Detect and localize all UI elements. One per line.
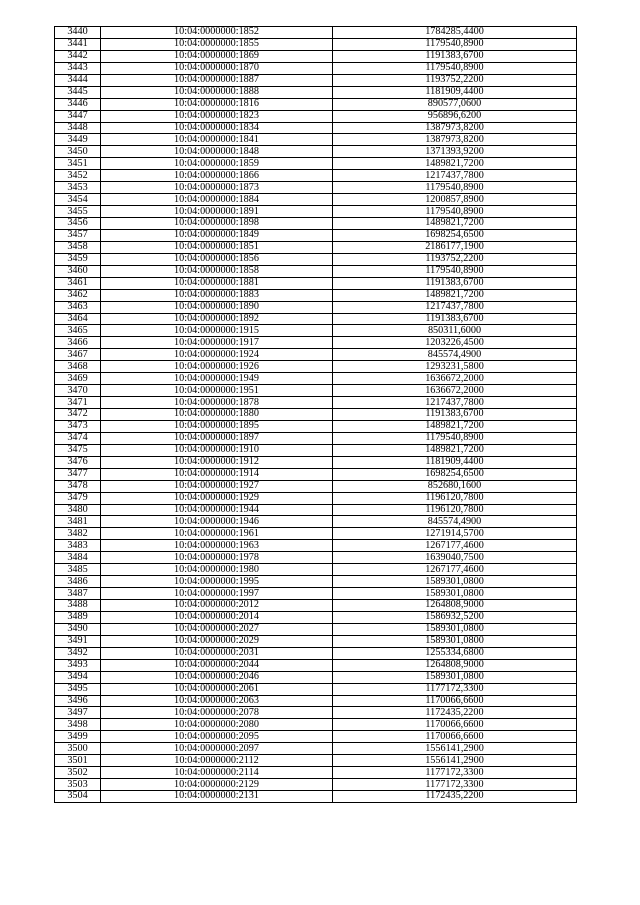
row-number-cell: 3463 [55, 301, 101, 313]
table-row [55, 86, 577, 98]
cadastral-number-cell: 10:04:0000000:1951 [101, 385, 333, 397]
value-cell: 1179540,8900 [333, 265, 577, 277]
row-number-cell: 3475 [55, 444, 101, 456]
cadastral-number-cell: 10:04:0000000:1859 [101, 158, 333, 170]
row-number-cell: 3492 [55, 647, 101, 659]
cadastral-number-cell: 10:04:0000000:1881 [101, 277, 333, 289]
value-cell: 1636672,2000 [333, 385, 577, 397]
cadastral-number-cell: 10:04:0000000:2044 [101, 659, 333, 671]
table-row [55, 182, 577, 194]
cadastral-number-cell: 10:04:0000000:1924 [101, 349, 333, 361]
value-cell: 1636672,2000 [333, 373, 577, 385]
value-cell: 1179540,8900 [333, 62, 577, 74]
row-number-cell: 3470 [55, 385, 101, 397]
cadastral-number-cell: 10:04:0000000:1851 [101, 241, 333, 253]
row-number-cell: 3500 [55, 743, 101, 755]
value-cell: 1191383,6700 [333, 313, 577, 325]
value-cell: 1177172,3300 [333, 767, 577, 779]
cadastral-number-cell: 10:04:0000000:1898 [101, 218, 333, 230]
value-cell: 1170066,6600 [333, 719, 577, 731]
table-row [55, 576, 577, 588]
cadastral-number-cell: 10:04:0000000:1912 [101, 456, 333, 468]
cadastral-number-cell: 10:04:0000000:2114 [101, 767, 333, 779]
cadastral-number-cell: 10:04:0000000:1897 [101, 432, 333, 444]
cadastral-number-cell: 10:04:0000000:1855 [101, 38, 333, 50]
row-number-cell: 3479 [55, 492, 101, 504]
cadastral-number-cell: 10:04:0000000:1890 [101, 301, 333, 313]
value-cell: 1191383,6700 [333, 409, 577, 421]
value-cell: 1264808,9000 [333, 600, 577, 612]
value-cell: 1264808,9000 [333, 659, 577, 671]
table-row [55, 468, 577, 480]
cadastral-number-cell: 10:04:0000000:2014 [101, 611, 333, 623]
table-row [55, 277, 577, 289]
value-cell: 956896,6200 [333, 110, 577, 122]
value-cell: 1255334,6800 [333, 647, 577, 659]
row-number-cell: 3476 [55, 456, 101, 468]
row-number-cell: 3484 [55, 552, 101, 564]
row-number-cell: 3478 [55, 480, 101, 492]
table-row [55, 361, 577, 373]
row-number-cell: 3460 [55, 265, 101, 277]
table-row [55, 611, 577, 623]
value-cell: 1193752,2200 [333, 74, 577, 86]
value-cell: 1203226,4500 [333, 337, 577, 349]
table-row [55, 540, 577, 552]
table-row [55, 528, 577, 540]
value-cell: 1586932,5200 [333, 611, 577, 623]
table-row [55, 289, 577, 301]
row-number-cell: 3454 [55, 194, 101, 206]
cadastral-number-cell: 10:04:0000000:2097 [101, 743, 333, 755]
row-number-cell: 3456 [55, 218, 101, 230]
value-cell: 1589301,0800 [333, 635, 577, 647]
cadastral-number-cell: 10:04:0000000:1927 [101, 480, 333, 492]
cadastral-number-cell: 10:04:0000000:1873 [101, 182, 333, 194]
table-row [55, 158, 577, 170]
table-row [55, 504, 577, 516]
table-row [55, 671, 577, 683]
table-row [55, 241, 577, 253]
table-row [55, 265, 577, 277]
cadastral-number-cell: 10:04:0000000:1888 [101, 86, 333, 98]
row-number-cell: 3445 [55, 86, 101, 98]
table-row [55, 313, 577, 325]
value-cell: 1293231,5800 [333, 361, 577, 373]
cadastral-number-cell: 10:04:0000000:1978 [101, 552, 333, 564]
row-number-cell: 3450 [55, 146, 101, 158]
value-cell: 850311,6000 [333, 325, 577, 337]
row-number-cell: 3491 [55, 635, 101, 647]
value-cell: 1556141,2900 [333, 755, 577, 767]
value-cell: 1179540,8900 [333, 182, 577, 194]
value-cell: 1387973,8200 [333, 122, 577, 134]
table-row [55, 27, 577, 39]
row-number-cell: 3459 [55, 253, 101, 265]
row-number-cell: 3485 [55, 564, 101, 576]
cadastral-number-cell: 10:04:0000000:1849 [101, 229, 333, 241]
table-row [55, 719, 577, 731]
table-row [55, 683, 577, 695]
row-number-cell: 3458 [55, 241, 101, 253]
row-number-cell: 3457 [55, 229, 101, 241]
table-row [55, 659, 577, 671]
value-cell: 1181909,4400 [333, 86, 577, 98]
table-row [55, 743, 577, 755]
row-number-cell: 3494 [55, 671, 101, 683]
cadastral-number-cell: 10:04:0000000:1910 [101, 444, 333, 456]
row-number-cell: 3483 [55, 540, 101, 552]
cadastral-number-cell: 10:04:0000000:1892 [101, 313, 333, 325]
cadastral-number-cell: 10:04:0000000:2046 [101, 671, 333, 683]
value-cell: 1179540,8900 [333, 206, 577, 218]
table-row [55, 349, 577, 361]
row-number-cell: 3447 [55, 110, 101, 122]
cadastral-number-cell: 10:04:0000000:2129 [101, 779, 333, 791]
cadastral-number-cell: 10:04:0000000:1929 [101, 492, 333, 504]
value-cell: 1267177,4600 [333, 564, 577, 576]
table-row [55, 385, 577, 397]
cadastral-number-cell: 10:04:0000000:1963 [101, 540, 333, 552]
table-row [55, 218, 577, 230]
row-number-cell: 3493 [55, 659, 101, 671]
table-row [55, 707, 577, 719]
table-row [55, 170, 577, 182]
table-row [55, 432, 577, 444]
cadastral-number-cell: 10:04:0000000:2080 [101, 719, 333, 731]
row-number-cell: 3472 [55, 409, 101, 421]
row-number-cell: 3503 [55, 779, 101, 791]
row-number-cell: 3490 [55, 623, 101, 635]
row-number-cell: 3501 [55, 755, 101, 767]
value-cell: 845574,4900 [333, 516, 577, 528]
cadastral-number-cell: 10:04:0000000:2063 [101, 695, 333, 707]
table-row [55, 373, 577, 385]
row-number-cell: 3468 [55, 361, 101, 373]
cadastral-number-cell: 10:04:0000000:1880 [101, 409, 333, 421]
table-row [55, 194, 577, 206]
value-cell: 1489821,7200 [333, 218, 577, 230]
value-cell: 1371393,9200 [333, 146, 577, 158]
table-row [55, 62, 577, 74]
value-cell: 1387973,8200 [333, 134, 577, 146]
table-row [55, 206, 577, 218]
cadastral-number-cell: 10:04:0000000:1878 [101, 397, 333, 409]
row-number-cell: 3462 [55, 289, 101, 301]
table-row [55, 50, 577, 62]
table-row [55, 552, 577, 564]
table-row [55, 337, 577, 349]
value-cell: 1217437,7800 [333, 397, 577, 409]
cadastral-number-cell: 10:04:0000000:1866 [101, 170, 333, 182]
cadastral-number-cell: 10:04:0000000:1870 [101, 62, 333, 74]
table-row [55, 229, 577, 241]
value-cell: 1556141,2900 [333, 743, 577, 755]
table-row [55, 480, 577, 492]
cadastral-number-cell: 10:04:0000000:1891 [101, 206, 333, 218]
cadastral-number-cell: 10:04:0000000:2027 [101, 623, 333, 635]
value-cell: 1193752,2200 [333, 253, 577, 265]
value-cell: 1191383,6700 [333, 50, 577, 62]
table-row [55, 623, 577, 635]
cadastral-number-cell: 10:04:0000000:1946 [101, 516, 333, 528]
table-row [55, 647, 577, 659]
cadastral-number-cell: 10:04:0000000:1915 [101, 325, 333, 337]
row-number-cell: 3495 [55, 683, 101, 695]
table-row [55, 122, 577, 134]
cadastral-number-cell: 10:04:0000000:1995 [101, 576, 333, 588]
value-cell: 1589301,0800 [333, 588, 577, 600]
value-cell: 1589301,0800 [333, 576, 577, 588]
row-number-cell: 3482 [55, 528, 101, 540]
row-number-cell: 3502 [55, 767, 101, 779]
cadastral-number-cell: 10:04:0000000:1980 [101, 564, 333, 576]
table-row [55, 791, 577, 803]
table-row [55, 564, 577, 576]
cadastral-number-cell: 10:04:0000000:1834 [101, 122, 333, 134]
cadastral-number-cell: 10:04:0000000:1816 [101, 98, 333, 110]
row-number-cell: 3440 [55, 27, 101, 39]
value-cell: 1196120,7800 [333, 492, 577, 504]
table-row [55, 767, 577, 779]
value-cell: 845574,4900 [333, 349, 577, 361]
cadastral-number-cell: 10:04:0000000:1823 [101, 110, 333, 122]
table-row [55, 301, 577, 313]
row-number-cell: 3467 [55, 349, 101, 361]
table-row [55, 397, 577, 409]
cadastral-number-cell: 10:04:0000000:1917 [101, 337, 333, 349]
cadastral-number-cell: 10:04:0000000:1841 [101, 134, 333, 146]
cadastral-number-cell: 10:04:0000000:2031 [101, 647, 333, 659]
row-number-cell: 3498 [55, 719, 101, 731]
table-row [55, 325, 577, 337]
value-cell: 1589301,0800 [333, 623, 577, 635]
cadastral-number-cell: 10:04:0000000:2078 [101, 707, 333, 719]
row-number-cell: 3499 [55, 731, 101, 743]
cadastral-number-cell: 10:04:0000000:2131 [101, 791, 333, 803]
value-cell: 1177172,3300 [333, 779, 577, 791]
table-row [55, 516, 577, 528]
table-row [55, 110, 577, 122]
value-cell: 1200857,8900 [333, 194, 577, 206]
row-number-cell: 3464 [55, 313, 101, 325]
row-number-cell: 3446 [55, 98, 101, 110]
value-cell: 1271914,5700 [333, 528, 577, 540]
row-number-cell: 3442 [55, 50, 101, 62]
table-row [55, 420, 577, 432]
cadastral-number-cell: 10:04:0000000:1961 [101, 528, 333, 540]
table-row [55, 253, 577, 265]
value-cell: 1267177,4600 [333, 540, 577, 552]
value-cell: 1489821,7200 [333, 420, 577, 432]
row-number-cell: 3473 [55, 420, 101, 432]
row-number-cell: 3471 [55, 397, 101, 409]
value-cell: 852680,1600 [333, 480, 577, 492]
cadastral-number-cell: 10:04:0000000:1944 [101, 504, 333, 516]
row-number-cell: 3480 [55, 504, 101, 516]
value-cell: 1217437,7800 [333, 301, 577, 313]
row-number-cell: 3496 [55, 695, 101, 707]
table-row [55, 456, 577, 468]
row-number-cell: 3449 [55, 134, 101, 146]
table-row [55, 444, 577, 456]
table-row [55, 146, 577, 158]
row-number-cell: 3487 [55, 588, 101, 600]
row-number-cell: 3465 [55, 325, 101, 337]
table-row [55, 755, 577, 767]
row-number-cell: 3452 [55, 170, 101, 182]
cadastral-number-cell: 10:04:0000000:2112 [101, 755, 333, 767]
row-number-cell: 3455 [55, 206, 101, 218]
table-row [55, 588, 577, 600]
row-number-cell: 3443 [55, 62, 101, 74]
cadastral-number-cell: 10:04:0000000:1949 [101, 373, 333, 385]
table-row [55, 38, 577, 50]
cadastral-number-cell: 10:04:0000000:1883 [101, 289, 333, 301]
row-number-cell: 3448 [55, 122, 101, 134]
value-cell: 1170066,6600 [333, 695, 577, 707]
table-row [55, 98, 577, 110]
row-number-cell: 3486 [55, 576, 101, 588]
row-number-cell: 3453 [55, 182, 101, 194]
value-cell: 1784285,4400 [333, 27, 577, 39]
row-number-cell: 3488 [55, 600, 101, 612]
value-cell: 1589301,0800 [333, 671, 577, 683]
cadastral-number-cell: 10:04:0000000:1895 [101, 420, 333, 432]
cadastral-number-cell: 10:04:0000000:1852 [101, 27, 333, 39]
value-cell: 890577,0600 [333, 98, 577, 110]
value-cell: 1179540,8900 [333, 432, 577, 444]
cadastral-number-cell: 10:04:0000000:1887 [101, 74, 333, 86]
cadastral-number-cell: 10:04:0000000:1848 [101, 146, 333, 158]
row-number-cell: 3477 [55, 468, 101, 480]
value-cell: 1639040,7500 [333, 552, 577, 564]
value-cell: 1172435,2200 [333, 791, 577, 803]
row-number-cell: 3441 [55, 38, 101, 50]
cadastral-number-cell: 10:04:0000000:2029 [101, 635, 333, 647]
value-cell: 1698254,6500 [333, 468, 577, 480]
cadastral-number-cell: 10:04:0000000:1884 [101, 194, 333, 206]
row-number-cell: 3474 [55, 432, 101, 444]
row-number-cell: 3461 [55, 277, 101, 289]
row-number-cell: 3497 [55, 707, 101, 719]
cadastral-number-cell: 10:04:0000000:1997 [101, 588, 333, 600]
table-row [55, 600, 577, 612]
value-cell: 1170066,6600 [333, 731, 577, 743]
value-cell: 1489821,7200 [333, 289, 577, 301]
value-cell: 1179540,8900 [333, 38, 577, 50]
value-cell: 1191383,6700 [333, 277, 577, 289]
row-number-cell: 3444 [55, 74, 101, 86]
value-cell: 1489821,7200 [333, 444, 577, 456]
table-row [55, 635, 577, 647]
cadastral-number-cell: 10:04:0000000:1926 [101, 361, 333, 373]
cadastral-number-cell: 10:04:0000000:1858 [101, 265, 333, 277]
value-cell: 1172435,2200 [333, 707, 577, 719]
table-row [55, 409, 577, 421]
cadastral-number-cell: 10:04:0000000:2061 [101, 683, 333, 695]
row-number-cell: 3469 [55, 373, 101, 385]
value-cell: 1698254,6500 [333, 229, 577, 241]
table-row [55, 74, 577, 86]
value-cell: 1177172,3300 [333, 683, 577, 695]
table-row [55, 779, 577, 791]
table-row [55, 492, 577, 504]
row-number-cell: 3504 [55, 791, 101, 803]
table-body [55, 27, 577, 803]
table-row [55, 695, 577, 707]
cadastral-number-cell: 10:04:0000000:2012 [101, 600, 333, 612]
value-cell: 2186177,1900 [333, 241, 577, 253]
cadastral-number-cell: 10:04:0000000:1914 [101, 468, 333, 480]
table-row [55, 731, 577, 743]
row-number-cell: 3489 [55, 611, 101, 623]
value-cell: 1181909,4400 [333, 456, 577, 468]
value-cell: 1489821,7200 [333, 158, 577, 170]
cadastral-value-table [54, 26, 577, 803]
row-number-cell: 3481 [55, 516, 101, 528]
value-cell: 1217437,7800 [333, 170, 577, 182]
cadastral-number-cell: 10:04:0000000:1869 [101, 50, 333, 62]
cadastral-number-cell: 10:04:0000000:1856 [101, 253, 333, 265]
table-row [55, 134, 577, 146]
cadastral-number-cell: 10:04:0000000:2095 [101, 731, 333, 743]
row-number-cell: 3466 [55, 337, 101, 349]
row-number-cell: 3451 [55, 158, 101, 170]
value-cell: 1196120,7800 [333, 504, 577, 516]
